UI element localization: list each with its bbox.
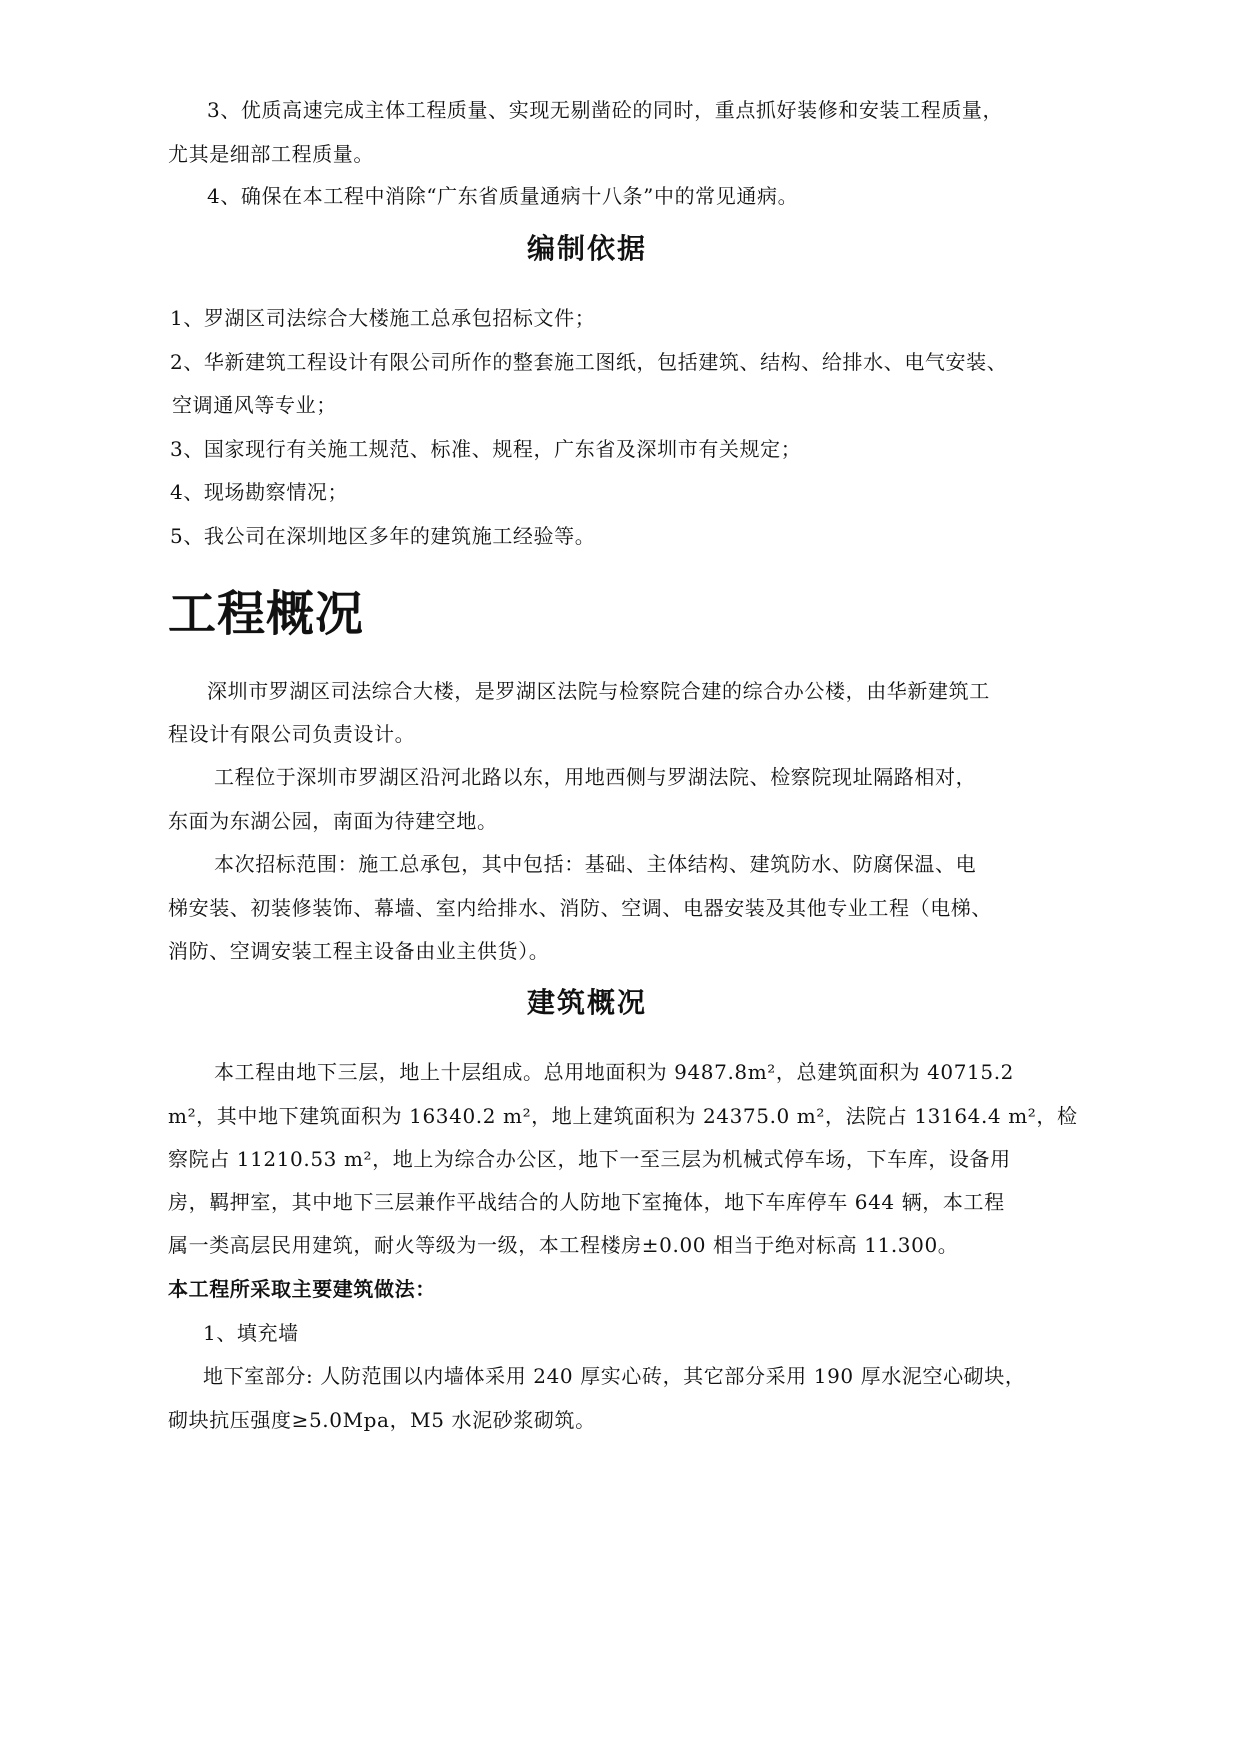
infill-wall-line1: 地下室部分: 人防范围以内墙体采用 240 厚实心砖，其它部分采用 190 厚水泥空心砌块， [203, 1364, 1026, 1388]
basis-item3: 3、国家现行有关施工规范、标准、规程，广东省及深圳市有关规定； [170, 437, 802, 461]
basis-item1: 1、罗湖区司法综合大楼施工总承包招标文件； [170, 306, 596, 330]
overview-para1-line1: 深圳市罗湖区司法综合大楼，是罗湖区法院与检察院合建的综合办公楼，由华新建筑工 [207, 679, 990, 703]
intro-item4: 4、确保在本工程中消除“广东省质量通病十八条”中的常见通病。 [207, 184, 799, 208]
section-title-building: 建筑概况 [527, 986, 648, 1019]
overview-para2-line2: 东面为东湖公园，南面为待建空地。 [168, 809, 498, 833]
basis-item5: 5、我公司在深圳地区多年的建筑施工经验等。 [170, 524, 596, 548]
section-title-basis: 编制依据 [527, 232, 648, 265]
building-para-line3: 察院占 11210.53 m²，地上为综合办公区，地下一至三层为机械式停车场，下车库，设备用 [168, 1147, 1011, 1171]
overview-para3-line3: 消防、空调安装工程主设备由业主供货）。 [168, 939, 550, 963]
overview-para2-line1: 工程位于深圳市罗湖区沿河北路以东，用地西侧与罗湖法院、检察院现址隔路相对， [214, 765, 977, 789]
intro-item3-line1: 3、优质高速完成主体工程质量、实现无剔凿砼的同时，重点抓好装修和安装工程质量， [207, 98, 1004, 122]
methods-heading: 本工程所采取主要建筑做法： [168, 1277, 436, 1301]
basis-item2-line1: 2、华新建筑工程设计有限公司所作的整套施工图纸，包括建筑、结构、给排水、电气安装、 [170, 350, 1008, 374]
basis-item2-line2: 空调通风等专业； [172, 393, 337, 417]
overview-para1-line2: 程设计有限公司负责设计。 [168, 722, 416, 746]
infill-wall-line2: 砌块抗压强度≥5.0Mpa，M5 水泥砂浆砌筑。 [168, 1408, 596, 1432]
methods-item1: 1、填充墙 [203, 1321, 299, 1345]
overview-para3-line2: 梯安装、初装修装饰、幕墙、室内给排水、消防、空调、电器安装及其他专业工程（电梯、 [168, 896, 992, 920]
chapter-title-overview: 工程概况 [168, 586, 365, 642]
intro-item3-line2: 尤其是细部工程质量。 [168, 142, 374, 166]
building-para-line2: m²，其中地下建筑面积为 16340.2 m²，地上建筑面积为 24375.0 m²，法院占 13164.4 m²，检 [168, 1104, 1078, 1128]
overview-para3-line1: 本次招标范围：施工总承包，其中包括：基础、主体结构、建筑防水、防腐保温、电 [214, 852, 977, 876]
basis-item4: 4、现场勘察情况； [170, 480, 349, 504]
building-para-line4: 房，羁押室，其中地下三层兼作平战结合的人防地下室掩体，地下车库停车 644 辆，本工程 [168, 1190, 1005, 1214]
building-para-line1: 本工程由地下三层，地上十层组成。总用地面积为 9487.8m²，总建筑面积为 40715.2 [214, 1060, 1014, 1084]
building-para-line5: 属一类高层民用建筑，耐火等级为一级，本工程楼房±0.00 相当于绝对标高 11.300。 [168, 1233, 959, 1257]
